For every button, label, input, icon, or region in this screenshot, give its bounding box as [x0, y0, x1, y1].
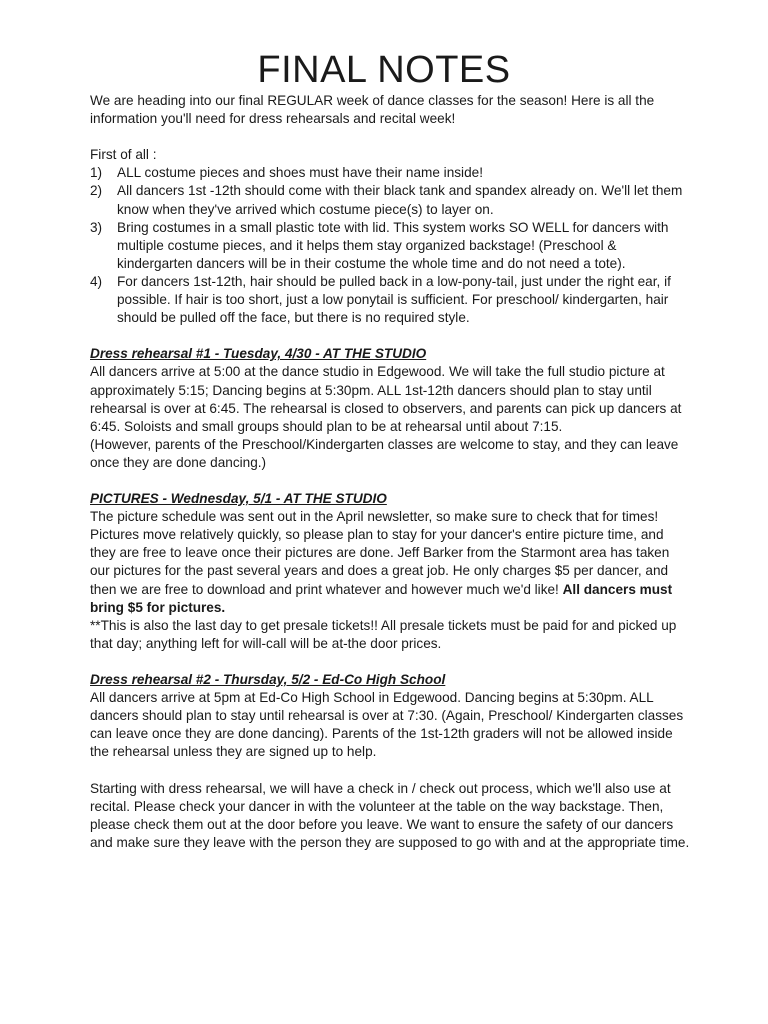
dress-rehearsal-1-heading: Dress rehearsal #1 - Tuesday, 4/30 - AT THE STUDIO — [90, 346, 427, 362]
first-of-all-label: First of all : — [90, 147, 157, 163]
list-text: For dancers 1st-12th, hair should be pulled back in a low-pony-tail, just under the right ear, if possible. If hair is too short, just a low ponytail is sufficient. For preschool/ kindergarten, hair should be pulled off the face, but there is no required style. — [117, 273, 671, 326]
dress-rehearsal-2-text: All dancers arrive at 5pm at Ed-Co High School in Edgewood. Dancing begins at 5:30pm. ALL dancers should plan to stay until rehearsal is over at 7:30. (Again, Preschool/ Kindergarten classes can leave once they are done dancing). Parents of the 1st-12th graders will not be allowed inside the rehearsal unless they are signed up to help. — [90, 690, 684, 760]
list-number: 3) — [90, 219, 103, 235]
page-title: FINAL NOTES — [257, 49, 511, 91]
list-number: 2) — [90, 183, 103, 199]
list-number: 1) — [90, 165, 103, 181]
pictures-body: The picture schedule was sent out in the April newsletter, so make sure to check that for times! Pictures move relatively quickly, so please plan to stay for your dancer's entire picture time, and they are free to leave once their pictures are done. Jeff Barker from the Starmont area has taken our pictures for the past several years and does a great job. He only charges $5 per dancer, and then we are free to download and print whatever and however much we'd like! — [90, 509, 670, 597]
pictures-bold-note: All dancers must bring $5 for pictures. — [90, 581, 673, 615]
list-item — [90, 273, 690, 327]
list-item — [90, 164, 690, 182]
instructions-list — [90, 164, 690, 327]
list-number: 4) — [90, 273, 103, 289]
list-item — [90, 182, 690, 218]
pictures-text — [90, 508, 690, 617]
dress-rehearsal-2-heading: Dress rehearsal #2 - Thursday, 5/2 - Ed-Co High School — [90, 672, 446, 687]
list-item — [90, 219, 690, 273]
list-text: Bring costumes in a small plastic tote with lid. This system works SO WELL for dancers with multiple costume pieces, and it helps them stay organized backstage! (Preschool & kindergarten dancers will be in their costume the whole time and do not need a tote). — [117, 219, 669, 271]
dress-rehearsal-1-note: (However, parents of the Preschool/Kindergarten classes are welcome to stay, and they can leave once they are done dancing.) — [90, 436, 679, 470]
list-text: All dancers 1st -12th should come with their black tank and spandex already on. We'll let them know when they've arrived which costume piece(s) to layer on. — [117, 183, 683, 217]
dress-rehearsal-1-text: All dancers arrive at 5:00 at the dance studio in Edgewood. We will take the full studio picture at approximately 5:15; Dancing begins at 5:30pm. ALL 1st-12th dancers should plan to stay until rehearsal is over at 6:45. The rehearsal is closed to observers, and parents can pick up dancers at 6:45. Soloists and small groups should plan to be at rehearsal until about 7:15. — [90, 364, 682, 434]
document-body — [90, 92, 690, 852]
pictures-heading: PICTURES - Wednesday, 5/1 - AT THE STUDIO — [90, 491, 387, 507]
intro-paragraph: We are heading into our final REGULAR week of dance classes for the season! Here is all the information you'll need for dress rehearsals and recital week! — [90, 93, 655, 127]
check-in-paragraph: Starting with dress rehearsal, we will have a check in / check out process, which we'll also use at recital. Please check your dancer in with the volunteer at the table on the way backstage. Then, please check them out at the door before you leave. We want to ensure the safety of our dancers and make sure they leave with the person they are supposed to go with and at the appropriate time. — [90, 780, 690, 850]
list-text: ALL costume pieces and shoes must have their name inside! — [117, 165, 483, 181]
presale-note: **This is also the last day to get presale tickets!! All presale tickets must be paid for and picked up that day; anything left for will-call will be at-the door prices. — [90, 617, 677, 651]
